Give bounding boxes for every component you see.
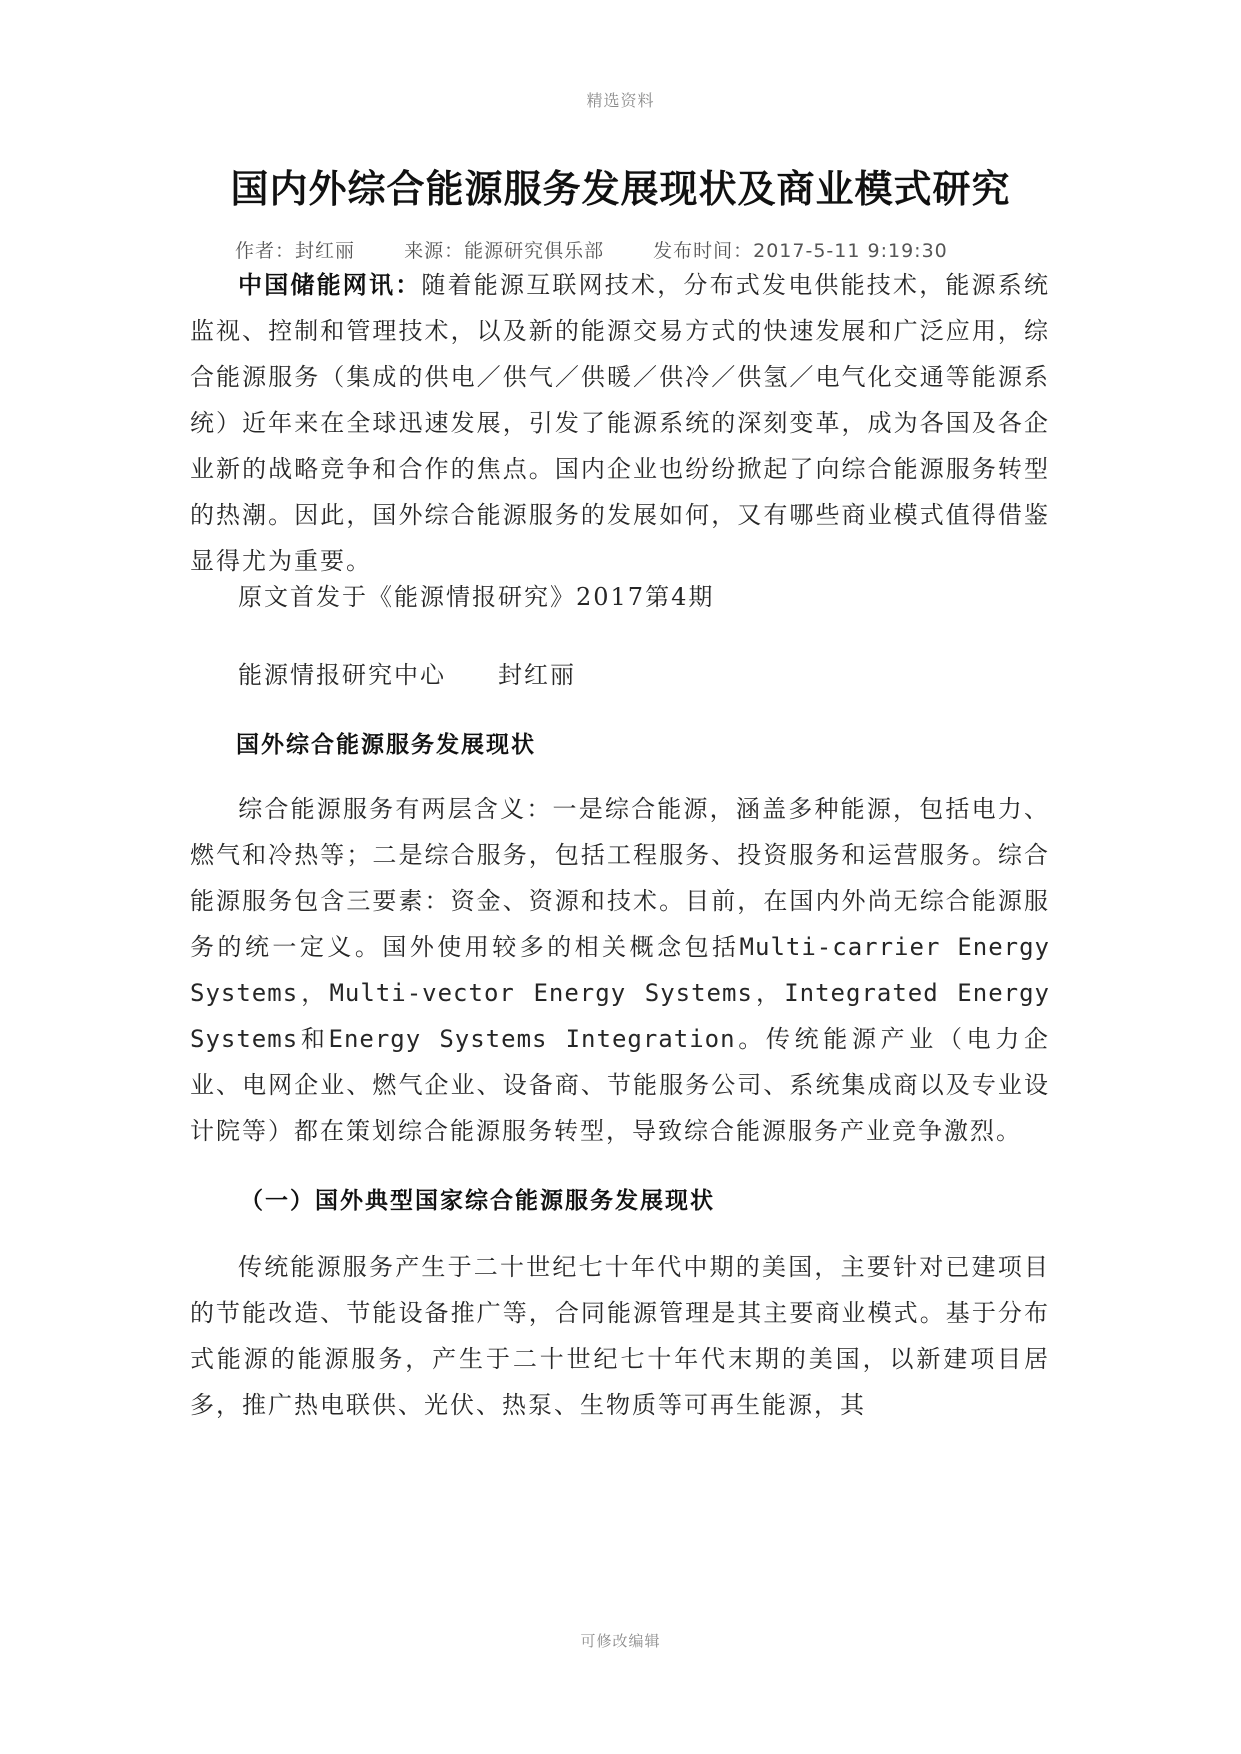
article-meta bbox=[235, 236, 1055, 263]
subsection1-paragraph: 传统能源服务产生于二十世纪七十年代中期的美国，主要针对已建项目的节能改造、节能设备推广等，合同能源管理是其主要商业模式。基于分布式能源的能源服务，产生于二十世纪七十年代末期的美国，以新建项目居多，推广热电联供、光伏、热泵、生物质等可再生能源，其 bbox=[190, 1253, 1050, 1419]
subsection-heading: （一）国外典型国家综合能源服务发展现状 bbox=[240, 1187, 715, 1214]
section-heading: 国外综合能源服务发展现状 bbox=[236, 731, 536, 758]
subsection1-body bbox=[190, 1244, 1050, 1428]
subsection1-heading-block bbox=[190, 1178, 1050, 1224]
section1-text-a: 综合能源服务有两层含义：一是综合能源，涵盖多种能源，包括电力、燃气和冷热等；二是综合服务，包括工程服务、投资服务和运营服务。综合能源服务包含三要素：资金、资源和技术。目前，在国内外尚无综合能源服务的统一定义。国外使用较多的相关概念包括 bbox=[190, 795, 1050, 961]
affiliation-block bbox=[190, 652, 1050, 698]
origin-block bbox=[190, 574, 1050, 620]
section1-paragraph bbox=[190, 786, 1050, 1154]
published-label: 发布时间：2017-5-11 9:19:30 bbox=[653, 240, 948, 262]
origin-line: 原文首发于《能源情报研究》2017第4期 bbox=[238, 583, 715, 611]
section1-terms: Multi-carrier Energy Systems，Multi-vector Energy Systems，Integrated Energy Systems和Energy Systems Integration。 bbox=[190, 933, 1051, 1053]
intro-text: 随着能源互联网技术，分布式发电供能技术，能源系统监视、控制和管理技术，以及新的能源交易方式的快速发展和广泛应用，综合能源服务（集成的供电／供气／供暖／供冷／供氢／电气化交通等能源系统）近年来在全球迅速发展，引发了能源系统的深刻变革，成为各国及各企业新的战略竞争和合作的焦点。国内企业也纷纷掀起了向综合能源服务转型的热潮。因此，国外综合能源服务的发展如何，又有哪些商业模式值得借鉴显得尤为重要。 bbox=[190, 271, 1051, 575]
author-label: 作者：封红丽 bbox=[235, 240, 356, 262]
intro-paragraph-block bbox=[190, 262, 1050, 584]
page-header-note: 精选资料 bbox=[586, 91, 655, 110]
section1-text-b: 传统能源产业（电力企业、电网企业、燃气企业、设备商、节能服务公司、系统集成商以及专业设计院等）都在策划综合能源服务转型，导致综合能源服务产业竞争激烈。 bbox=[190, 1025, 1051, 1145]
section1-body bbox=[190, 786, 1050, 1154]
document-title: 国内外综合能源服务发展现状及商业模式研究 bbox=[230, 166, 1011, 211]
affiliation-line: 能源情报研究中心 封红丽 bbox=[238, 661, 576, 689]
intro-lead: 中国储能网讯： bbox=[238, 270, 422, 299]
source-label: 来源：能源研究俱乐部 bbox=[404, 240, 605, 262]
page-footer-note: 可修改编辑 bbox=[580, 1632, 661, 1650]
intro-paragraph bbox=[190, 262, 1050, 584]
section1-heading-block bbox=[190, 722, 1050, 768]
